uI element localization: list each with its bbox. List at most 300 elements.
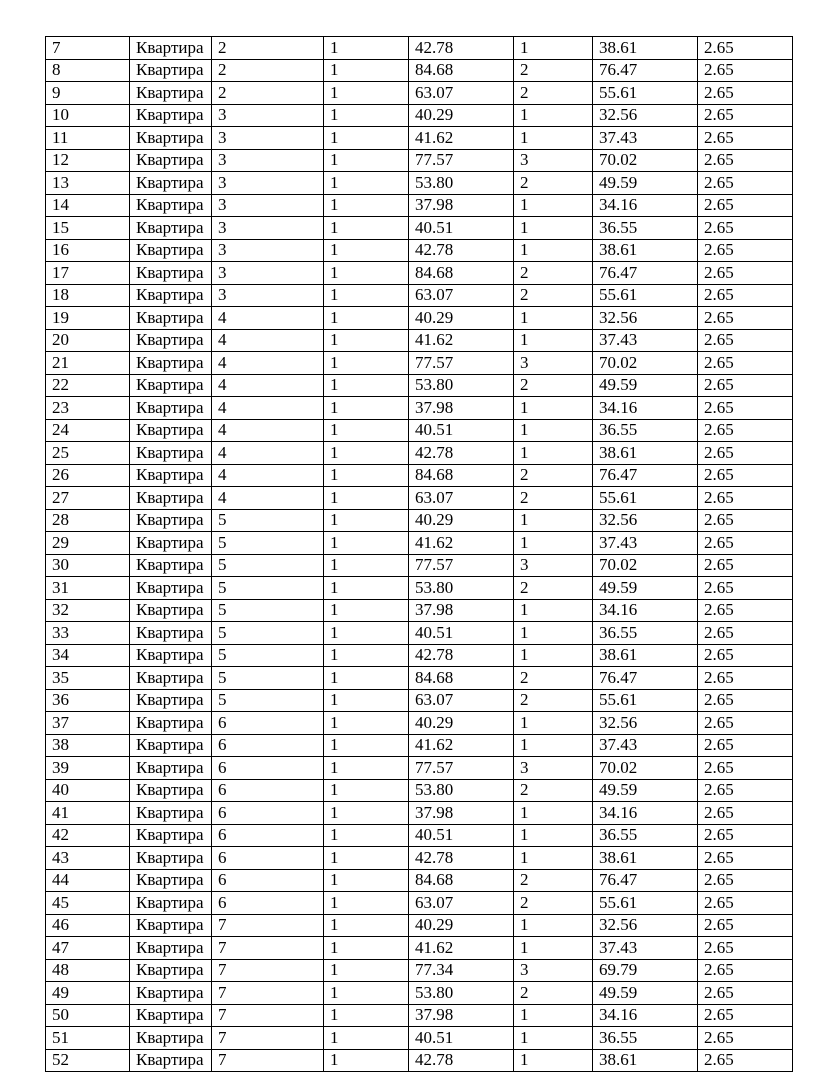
table-cell: 31 (46, 577, 130, 600)
table-cell: 84.68 (409, 667, 514, 690)
table-cell: 42.78 (409, 239, 514, 262)
table-cell: 1 (324, 127, 409, 150)
table-cell: 40.29 (409, 509, 514, 532)
table-cell: 38 (46, 734, 130, 757)
table-row (46, 172, 793, 195)
table-cell: 1 (324, 532, 409, 555)
table-row (46, 487, 793, 510)
table-cell: Квартира (130, 914, 212, 937)
table-cell: Квартира (130, 127, 212, 150)
table-cell: 3 (514, 554, 593, 577)
table-cell: 1 (514, 802, 593, 825)
table-row (46, 329, 793, 352)
table-cell: 40.51 (409, 419, 514, 442)
table-cell: 2.65 (698, 802, 793, 825)
table-cell: Квартира (130, 532, 212, 555)
table-cell: 1 (324, 959, 409, 982)
table-row (46, 217, 793, 240)
table-cell: 63.07 (409, 892, 514, 915)
table-cell: 1 (324, 892, 409, 915)
table-cell: 1 (324, 59, 409, 82)
table-cell: 5 (212, 509, 324, 532)
table-cell: Квартира (130, 757, 212, 780)
table-cell: 47 (46, 937, 130, 960)
table-row (46, 622, 793, 645)
table-cell: 77.57 (409, 554, 514, 577)
table-cell: 1 (324, 577, 409, 600)
table-cell: 15 (46, 217, 130, 240)
table-cell: 38.61 (593, 239, 698, 262)
table-cell: Квартира (130, 104, 212, 127)
table-cell: 2 (514, 464, 593, 487)
table-cell: 37.43 (593, 937, 698, 960)
table-cell: 41.62 (409, 532, 514, 555)
table-cell: Квартира (130, 667, 212, 690)
table-cell: 2.65 (698, 869, 793, 892)
table-cell: 7 (212, 937, 324, 960)
table-cell: 1 (514, 509, 593, 532)
table-cell: 1 (324, 397, 409, 420)
table-cell: 76.47 (593, 667, 698, 690)
table-cell: 7 (46, 37, 130, 60)
table-cell: 1 (324, 239, 409, 262)
table-cell: 5 (212, 577, 324, 600)
table-cell: 77.57 (409, 757, 514, 780)
table-cell: 3 (212, 104, 324, 127)
table-cell: 9 (46, 82, 130, 105)
table-cell: 1 (324, 217, 409, 240)
table-cell: 6 (212, 869, 324, 892)
table-cell: 1 (324, 194, 409, 217)
table-cell: 41.62 (409, 127, 514, 150)
table-row (46, 689, 793, 712)
table-cell: 1 (514, 937, 593, 960)
table-cell: 42.78 (409, 847, 514, 870)
table-cell: 70.02 (593, 352, 698, 375)
table-cell: 1 (324, 442, 409, 465)
table-cell: 1 (514, 712, 593, 735)
table-cell: 2.65 (698, 59, 793, 82)
table-row (46, 779, 793, 802)
table-cell: 32.56 (593, 509, 698, 532)
table-cell: 2.65 (698, 329, 793, 352)
table-row (46, 464, 793, 487)
table-cell: 1 (514, 532, 593, 555)
table-cell: 7 (212, 914, 324, 937)
table-cell: 34.16 (593, 397, 698, 420)
table-cell: 41.62 (409, 937, 514, 960)
table-cell: 2.65 (698, 689, 793, 712)
table-cell: 2.65 (698, 667, 793, 690)
table-cell: Квартира (130, 464, 212, 487)
table-cell: 3 (212, 284, 324, 307)
table-cell: 13 (46, 172, 130, 195)
table-cell: 2 (514, 779, 593, 802)
table-cell: Квартира (130, 577, 212, 600)
table-cell: 37.98 (409, 194, 514, 217)
table-cell: 34.16 (593, 1004, 698, 1027)
table-cell: 53.80 (409, 982, 514, 1005)
table-cell: Квартира (130, 329, 212, 352)
table-cell: 34.16 (593, 599, 698, 622)
table-cell: 55.61 (593, 82, 698, 105)
table-cell: 5 (212, 622, 324, 645)
table-cell: 63.07 (409, 487, 514, 510)
table-cell: Квартира (130, 374, 212, 397)
table-cell: 55.61 (593, 689, 698, 712)
table-row (46, 1004, 793, 1027)
table-cell: 36 (46, 689, 130, 712)
table-cell: 2.65 (698, 622, 793, 645)
table-cell: 2.65 (698, 847, 793, 870)
table-row (46, 847, 793, 870)
table-cell: Квартира (130, 149, 212, 172)
table-cell: 35 (46, 667, 130, 690)
table-cell: Квартира (130, 509, 212, 532)
table-row (46, 262, 793, 285)
table-cell: 2 (212, 37, 324, 60)
table-cell: 1 (324, 779, 409, 802)
table-cell: 40.29 (409, 914, 514, 937)
table-cell: Квартира (130, 284, 212, 307)
table-cell: 2.65 (698, 397, 793, 420)
table-cell: 29 (46, 532, 130, 555)
table-cell: 4 (212, 487, 324, 510)
table-cell: 41.62 (409, 329, 514, 352)
table-cell: Квартира (130, 982, 212, 1005)
table-cell: 6 (212, 757, 324, 780)
table-cell: 5 (212, 532, 324, 555)
table-row (46, 37, 793, 60)
table-cell: 3 (212, 127, 324, 150)
table-cell: Квартира (130, 937, 212, 960)
table-cell: 1 (514, 914, 593, 937)
table-cell: 11 (46, 127, 130, 150)
table-cell: 1 (324, 712, 409, 735)
table-cell: 40.29 (409, 104, 514, 127)
table-cell: 1 (324, 374, 409, 397)
table-row (46, 284, 793, 307)
table-cell: 1 (514, 644, 593, 667)
table-cell: Квартира (130, 37, 212, 60)
table-cell: 3 (514, 959, 593, 982)
table-cell: 49 (46, 982, 130, 1005)
table-cell: 1 (324, 1027, 409, 1050)
table-cell: 1 (324, 1004, 409, 1027)
table-cell: 42.78 (409, 37, 514, 60)
table-cell: 20 (46, 329, 130, 352)
table-cell: 76.47 (593, 59, 698, 82)
table-cell: 2 (514, 487, 593, 510)
table-cell: 2 (514, 172, 593, 195)
table-cell: 53.80 (409, 577, 514, 600)
table-cell: 5 (212, 599, 324, 622)
table-cell: 32 (46, 599, 130, 622)
table-cell: 2 (514, 284, 593, 307)
table-cell: Квартира (130, 217, 212, 240)
table-cell: 26 (46, 464, 130, 487)
table-cell: 2.65 (698, 824, 793, 847)
table-cell: 2 (514, 869, 593, 892)
table-cell: 2 (514, 262, 593, 285)
table-cell: 27 (46, 487, 130, 510)
table-cell: 2.65 (698, 217, 793, 240)
table-cell: 1 (514, 307, 593, 330)
table-cell: 1 (324, 329, 409, 352)
table-cell: 14 (46, 194, 130, 217)
table-cell: 2.65 (698, 37, 793, 60)
table-row (46, 1027, 793, 1050)
table-cell: 1 (514, 1027, 593, 1050)
table-cell: 77.57 (409, 352, 514, 375)
table-cell: 32.56 (593, 712, 698, 735)
table-cell: 3 (212, 194, 324, 217)
table-cell: 2 (514, 59, 593, 82)
table-row (46, 352, 793, 375)
table-cell: 1 (514, 442, 593, 465)
table-cell: 40 (46, 779, 130, 802)
table-cell: 2.65 (698, 82, 793, 105)
table-cell: 4 (212, 329, 324, 352)
table-cell: 40.29 (409, 712, 514, 735)
table-cell: 40.51 (409, 1027, 514, 1050)
table-cell: 2.65 (698, 644, 793, 667)
table-row (46, 667, 793, 690)
table-cell: 49.59 (593, 779, 698, 802)
table-cell: 1 (324, 734, 409, 757)
table-cell: 1 (514, 239, 593, 262)
table-row (46, 1049, 793, 1072)
table-cell: 1 (324, 464, 409, 487)
table-cell: 70.02 (593, 149, 698, 172)
table-cell: Квартира (130, 779, 212, 802)
table-cell: 6 (212, 734, 324, 757)
table-cell: Квартира (130, 1027, 212, 1050)
table-cell: 1 (324, 914, 409, 937)
table-cell: 6 (212, 779, 324, 802)
table-cell: 49.59 (593, 577, 698, 600)
table-cell: 2.65 (698, 149, 793, 172)
table-cell: 84.68 (409, 262, 514, 285)
table-cell: 2.65 (698, 374, 793, 397)
table-cell: Квартира (130, 419, 212, 442)
table-cell: 53.80 (409, 172, 514, 195)
table-row (46, 239, 793, 262)
table-cell: 3 (514, 149, 593, 172)
table-cell: Квартира (130, 307, 212, 330)
table-cell: 1 (324, 149, 409, 172)
table-cell: 34.16 (593, 802, 698, 825)
table-cell: 46 (46, 914, 130, 937)
table-cell: 37.43 (593, 127, 698, 150)
table-cell: 1 (324, 487, 409, 510)
table-cell: Квартира (130, 712, 212, 735)
table-cell: Квартира (130, 442, 212, 465)
table-cell: 84.68 (409, 464, 514, 487)
table-row (46, 599, 793, 622)
table-cell: 1 (324, 104, 409, 127)
table-cell: Квартира (130, 59, 212, 82)
table-cell: 2.65 (698, 419, 793, 442)
table-cell: 63.07 (409, 82, 514, 105)
table-cell: Квартира (130, 172, 212, 195)
table-cell: 1 (324, 689, 409, 712)
table-cell: 49.59 (593, 172, 698, 195)
table-cell: 63.07 (409, 689, 514, 712)
table-cell: 2.65 (698, 284, 793, 307)
table-cell: 1 (324, 802, 409, 825)
table-cell: 1 (324, 284, 409, 307)
table-cell: 2 (514, 82, 593, 105)
table-cell: 44 (46, 869, 130, 892)
table-cell: 1 (324, 419, 409, 442)
table-cell: 23 (46, 397, 130, 420)
table-cell: 42.78 (409, 1049, 514, 1072)
table-cell: 3 (212, 149, 324, 172)
table-cell: Квартира (130, 239, 212, 262)
table-cell: 2.65 (698, 757, 793, 780)
table-cell: 7 (212, 1004, 324, 1027)
table-cell: Квартира (130, 1004, 212, 1027)
table-cell: 3 (514, 757, 593, 780)
table-cell: 37.98 (409, 599, 514, 622)
table-cell: 7 (212, 982, 324, 1005)
table-cell: 4 (212, 352, 324, 375)
table-cell: 1 (324, 937, 409, 960)
table-cell: 77.34 (409, 959, 514, 982)
table-cell: 19 (46, 307, 130, 330)
table-cell: 1 (514, 599, 593, 622)
table-cell: 76.47 (593, 464, 698, 487)
table-cell: 55.61 (593, 892, 698, 915)
table-cell: 3 (212, 262, 324, 285)
table-cell: 7 (212, 1027, 324, 1050)
table-cell: 1 (514, 194, 593, 217)
table-cell: 2.65 (698, 239, 793, 262)
table-cell: Квартира (130, 892, 212, 915)
table-cell: 2.65 (698, 172, 793, 195)
table-cell: 1 (324, 1049, 409, 1072)
table-row (46, 824, 793, 847)
table-cell: 4 (212, 374, 324, 397)
table-cell: 84.68 (409, 59, 514, 82)
table-cell: 49.59 (593, 982, 698, 1005)
table-cell: 1 (514, 824, 593, 847)
table-row (46, 419, 793, 442)
table-cell: 7 (212, 959, 324, 982)
table-cell: 1 (324, 172, 409, 195)
table-cell: 2.65 (698, 532, 793, 555)
table-row (46, 82, 793, 105)
table-cell: Квартира (130, 802, 212, 825)
table-cell: 24 (46, 419, 130, 442)
table-row (46, 532, 793, 555)
table-cell: 2.65 (698, 127, 793, 150)
table-cell: 1 (514, 37, 593, 60)
table-cell: 1 (514, 622, 593, 645)
table-cell: 42.78 (409, 442, 514, 465)
table-cell: 2 (514, 689, 593, 712)
table-cell: 70.02 (593, 757, 698, 780)
table-cell: 39 (46, 757, 130, 780)
table-cell: 3 (212, 172, 324, 195)
table-cell: 36.55 (593, 217, 698, 240)
table-row (46, 937, 793, 960)
table-cell: 1 (324, 599, 409, 622)
table-cell: 2.65 (698, 464, 793, 487)
table-cell: 40.51 (409, 217, 514, 240)
table-cell: 43 (46, 847, 130, 870)
table-cell: 1 (324, 509, 409, 532)
table-cell: 1 (324, 982, 409, 1005)
table-cell: Квартира (130, 824, 212, 847)
table-row (46, 577, 793, 600)
table-cell: 12 (46, 149, 130, 172)
table-cell: 36.55 (593, 419, 698, 442)
table-cell: Квартира (130, 352, 212, 375)
table-cell: 2.65 (698, 712, 793, 735)
table-cell: 52 (46, 1049, 130, 1072)
table-row (46, 307, 793, 330)
table-row (46, 149, 793, 172)
table-cell: 1 (324, 824, 409, 847)
table-row (46, 397, 793, 420)
table-cell: 2 (514, 892, 593, 915)
table-cell: 1 (324, 554, 409, 577)
table-cell: 49.59 (593, 374, 698, 397)
table-row (46, 757, 793, 780)
table-cell: Квартира (130, 554, 212, 577)
table-cell: 50 (46, 1004, 130, 1027)
table-cell: 38.61 (593, 442, 698, 465)
table-cell: 48 (46, 959, 130, 982)
table-cell: Квартира (130, 644, 212, 667)
table-cell: 4 (212, 419, 324, 442)
table-cell: 37.98 (409, 1004, 514, 1027)
table-cell: 28 (46, 509, 130, 532)
table-cell: 2 (514, 374, 593, 397)
table-cell: 45 (46, 892, 130, 915)
table-cell: 1 (324, 82, 409, 105)
table-cell: 5 (212, 689, 324, 712)
table-cell: 1 (324, 622, 409, 645)
table-cell: 1 (324, 37, 409, 60)
table-cell: 6 (212, 824, 324, 847)
table-cell: 38.61 (593, 37, 698, 60)
table-cell: Квартира (130, 262, 212, 285)
table-cell: 4 (212, 464, 324, 487)
table-row (46, 892, 793, 915)
table-cell: Квартира (130, 847, 212, 870)
table-cell: 40.51 (409, 824, 514, 847)
table-cell: 55.61 (593, 487, 698, 510)
table-cell: 53.80 (409, 779, 514, 802)
table-cell: 2.65 (698, 104, 793, 127)
table-cell: 40.51 (409, 622, 514, 645)
table-cell: 4 (212, 397, 324, 420)
table-cell: 34 (46, 644, 130, 667)
table-cell: 3 (212, 217, 324, 240)
table-cell: 18 (46, 284, 130, 307)
table-cell: 37.43 (593, 734, 698, 757)
table-cell: 84.68 (409, 869, 514, 892)
table-cell: 1 (514, 734, 593, 757)
table-cell: 5 (212, 667, 324, 690)
table-cell: 2.65 (698, 982, 793, 1005)
table-cell: 1 (324, 757, 409, 780)
table-row (46, 554, 793, 577)
table-cell: 55.61 (593, 284, 698, 307)
